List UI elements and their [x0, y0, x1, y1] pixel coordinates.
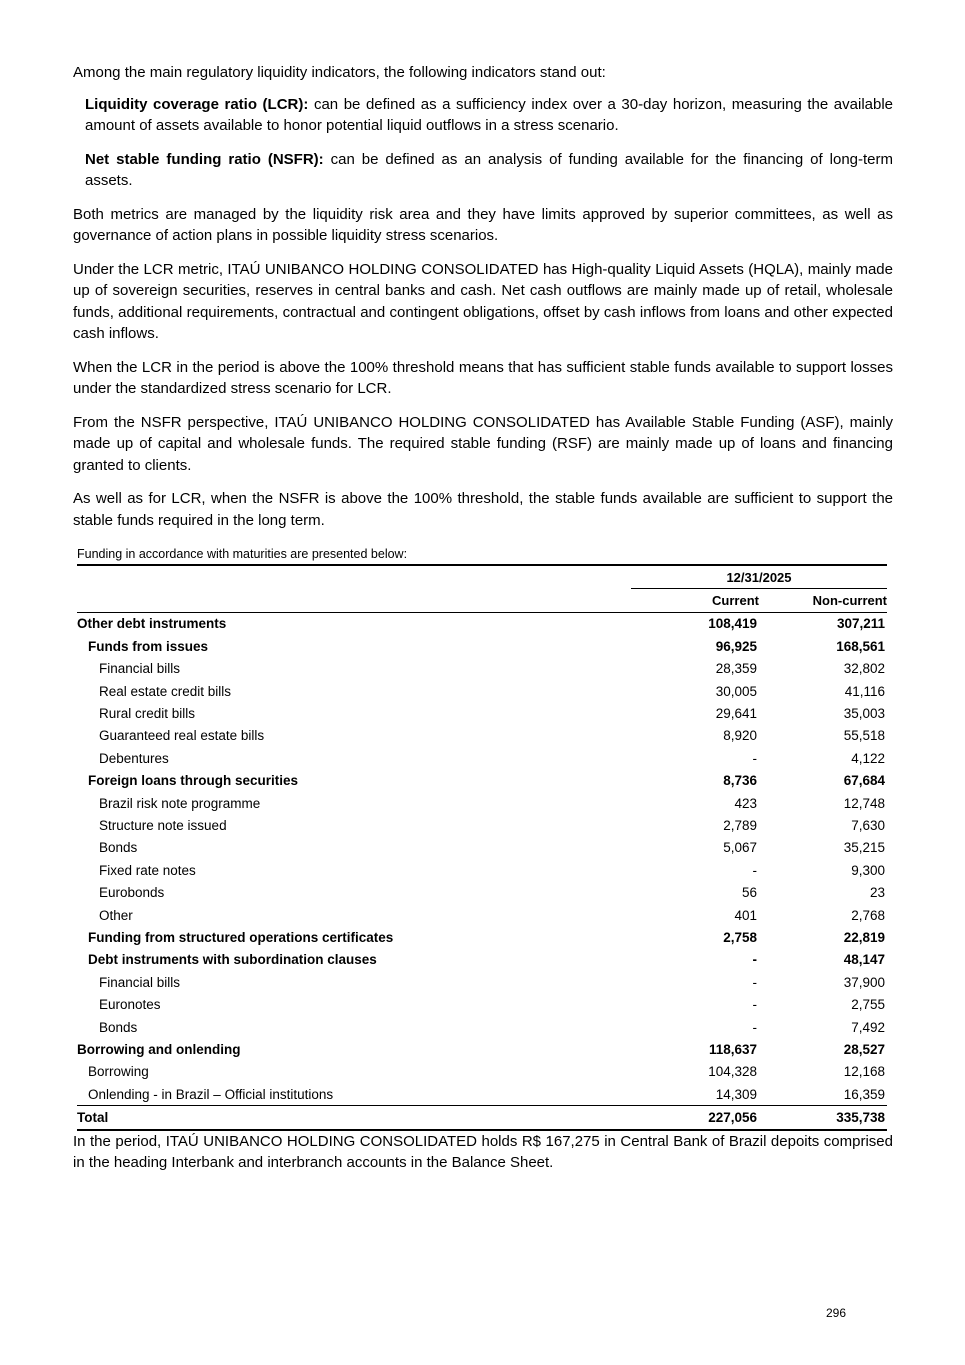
row-current-value: 104,328: [708, 1064, 757, 1080]
table-row: [77, 680, 887, 702]
column-header-noncurrent: Non-current: [759, 589, 887, 612]
row-current-value: -: [752, 1019, 757, 1035]
table-header-date-row: [77, 565, 887, 589]
row-noncurrent-value: 28,527: [843, 1041, 885, 1057]
table-row: [77, 993, 887, 1015]
lcr-text: can be defined as a sufficiency index over a 30-day horizon, measuring the available amount of assets available to honor potential liquid outflows in a stress scenario.: [85, 95, 894, 134]
row-noncurrent-value: 67,684: [843, 773, 885, 789]
row-noncurrent-value: 12,748: [843, 795, 885, 811]
row-label: Funds from issues: [88, 638, 209, 654]
total-current-value: 227,056: [631, 1106, 759, 1130]
row-label: Borrowing: [88, 1064, 149, 1080]
table-row: [77, 949, 887, 971]
row-label: Financial bills: [99, 661, 181, 677]
row-noncurrent-value: 37,900: [843, 974, 885, 990]
table-row: [77, 926, 887, 948]
table-row: [77, 1038, 887, 1060]
row-current-value: 96,925: [715, 638, 757, 654]
intro-lead: Among the main regulatory liquidity indicators, the following indicators stand out:: [73, 64, 606, 81]
lcr-term: Liquidity coverage ratio (LCR):: [85, 95, 309, 113]
row-current-value: 30,005: [715, 683, 757, 699]
row-noncurrent-value: 168,561: [836, 638, 885, 654]
table-row: [77, 747, 887, 769]
table-row: [77, 881, 887, 903]
row-label: Funding from structured operations certificates: [88, 929, 394, 945]
column-header-current: Current: [631, 589, 759, 612]
row-label: Other: [99, 907, 133, 923]
table-row: [77, 837, 887, 859]
row-noncurrent-value: 41,116: [844, 683, 885, 699]
row-noncurrent-value: 48,147: [843, 952, 885, 968]
table-row: [77, 725, 887, 747]
row-current-value: 8,920: [723, 728, 757, 744]
row-current-value: -: [752, 750, 757, 766]
table-row: [77, 612, 887, 635]
closing-paragraph: In the period, ITAÚ UNIBANCO HOLDING CONSOLIDATED holds R$ 167,275 in Central Bank of Brazil depoits comprised in the heading Interbank and interbranch accounts in the Balance Sheet.: [73, 1132, 893, 1172]
row-current-value: 14,309: [715, 1086, 757, 1102]
row-current-value: 118,637: [708, 1041, 757, 1057]
row-noncurrent-value: 16,359: [843, 1086, 885, 1102]
table-row: [77, 702, 887, 724]
table-row: [77, 770, 887, 792]
row-noncurrent-value: 23: [869, 885, 885, 901]
row-noncurrent-value: 9,300: [851, 862, 885, 878]
table-total-row: [77, 1106, 887, 1130]
table-row: [77, 859, 887, 881]
date-header: 12/31/2025: [631, 565, 887, 589]
table-row: [77, 1083, 887, 1106]
row-label: Fixed rate notes: [99, 862, 196, 878]
row-noncurrent-value: 2,755: [851, 997, 885, 1013]
table-caption: Funding in accordance with maturities are presented below:: [77, 547, 408, 561]
row-noncurrent-value: 4,122: [851, 750, 885, 766]
row-label: Financial bills: [99, 974, 181, 990]
table-header-columns-row: [77, 589, 887, 612]
row-current-value: -: [752, 862, 757, 878]
page-number: 296: [826, 1306, 847, 1320]
table-row: [77, 1061, 887, 1083]
row-label: Real estate credit bills: [99, 683, 232, 699]
row-label: Borrowing and onlending: [77, 1041, 241, 1057]
row-label: Eurobonds: [99, 885, 165, 901]
table-row: [77, 792, 887, 814]
row-label: Bonds: [99, 1019, 138, 1035]
row-label: Guaranteed real estate bills: [99, 728, 265, 744]
row-label: Rural credit bills: [99, 706, 196, 722]
row-current-value: 28,359: [715, 661, 757, 677]
nsfr-definition: [85, 149, 893, 192]
row-current-value: 401: [734, 907, 757, 923]
nsfr-term: Net stable funding ratio (NSFR):: [85, 150, 324, 168]
row-current-value: 2,789: [723, 817, 757, 833]
row-noncurrent-value: 35,003: [843, 706, 885, 722]
total-noncurrent-value: 335,738: [759, 1106, 887, 1130]
row-current-value: 2,758: [723, 929, 757, 945]
row-label: Euronotes: [99, 997, 161, 1013]
row-label: Structure note issued: [99, 817, 227, 833]
paragraph-lcr-metric: Under the LCR metric, ITAÚ UNIBANCO HOLDING CONSOLIDATED has High-quality Liquid Assets (HQLA), mainly made up of sovereign securities, reserves in central banks and cash. Net cash outflows are mainly made up of retail, wholesale funds, additional requirements, contractual and contingent obligations, offset by cash inflows from loans and other expected cash inflows.: [73, 260, 893, 342]
row-noncurrent-value: 7,630: [851, 817, 885, 833]
paragraph-nsfr-perspective: From the NSFR perspective, ITAÚ UNIBANCO HOLDING CONSOLIDATED has Available Stable Funding (ASF), mainly made up of capital and wholesale funds. The required stable funding (RSF) are mainly made up of loans and financing granted to clients.: [73, 413, 893, 474]
row-noncurrent-value: 35,215: [843, 840, 885, 856]
row-label: Debentures: [99, 750, 169, 766]
row-current-value: 108,419: [708, 616, 757, 632]
paragraph-lcr-threshold: When the LCR in the period is above the 100% threshold means that has sufficient stable funds available to support losses under the standardized stress scenario for LCR.: [73, 358, 893, 397]
row-noncurrent-value: 307,211: [836, 616, 885, 632]
row-current-value: 29,641: [715, 706, 757, 722]
paragraph-nsfr-threshold: As well as for LCR, when the NSFR is above the 100% threshold, the stable funds available are sufficient to support the stable funds required in the long term.: [73, 490, 893, 529]
table-row: [77, 658, 887, 680]
table-row: [77, 971, 887, 993]
row-noncurrent-value: 12,168: [843, 1064, 885, 1080]
funding-maturity-table: [77, 564, 887, 1131]
row-noncurrent-value: 22,819: [843, 929, 885, 945]
table-row: [77, 904, 887, 926]
row-current-value: 5,067: [723, 840, 757, 856]
row-label: Other debt instruments: [77, 616, 227, 632]
row-label: Debt instruments with subordination clauses: [88, 952, 377, 968]
row-label: Bonds: [99, 840, 138, 856]
row-current-value: -: [752, 974, 757, 990]
row-current-value: 8,736: [723, 773, 757, 789]
row-noncurrent-value: 7,492: [851, 1019, 885, 1035]
row-current-value: -: [752, 997, 757, 1013]
row-noncurrent-value: 55,518: [843, 728, 885, 744]
row-current-value: 56: [741, 885, 757, 901]
total-label: Total: [77, 1106, 631, 1130]
row-label: Onlending - in Brazil – Official institutions: [88, 1086, 334, 1102]
table-row: [77, 1016, 887, 1038]
row-current-value: -: [752, 952, 757, 968]
row-current-value: 423: [734, 795, 757, 811]
table-row: [77, 814, 887, 836]
paragraph-metrics-management: Both metrics are managed by the liquidity risk area and they have limits approved by superior committees, as well as governance of action plans in possible liquidity stress scenarios.: [73, 205, 893, 244]
document-body: [73, 62, 893, 1186]
row-noncurrent-value: 32,802: [843, 661, 885, 677]
nsfr-text: can be defined as an analysis of funding available for the financing of long-term assets.: [85, 150, 894, 189]
row-label: Brazil risk note programme: [99, 795, 261, 811]
lcr-definition: [85, 94, 893, 137]
table-row: [77, 635, 887, 657]
row-noncurrent-value: 2,768: [851, 907, 885, 923]
row-label: Foreign loans through securities: [88, 773, 299, 789]
